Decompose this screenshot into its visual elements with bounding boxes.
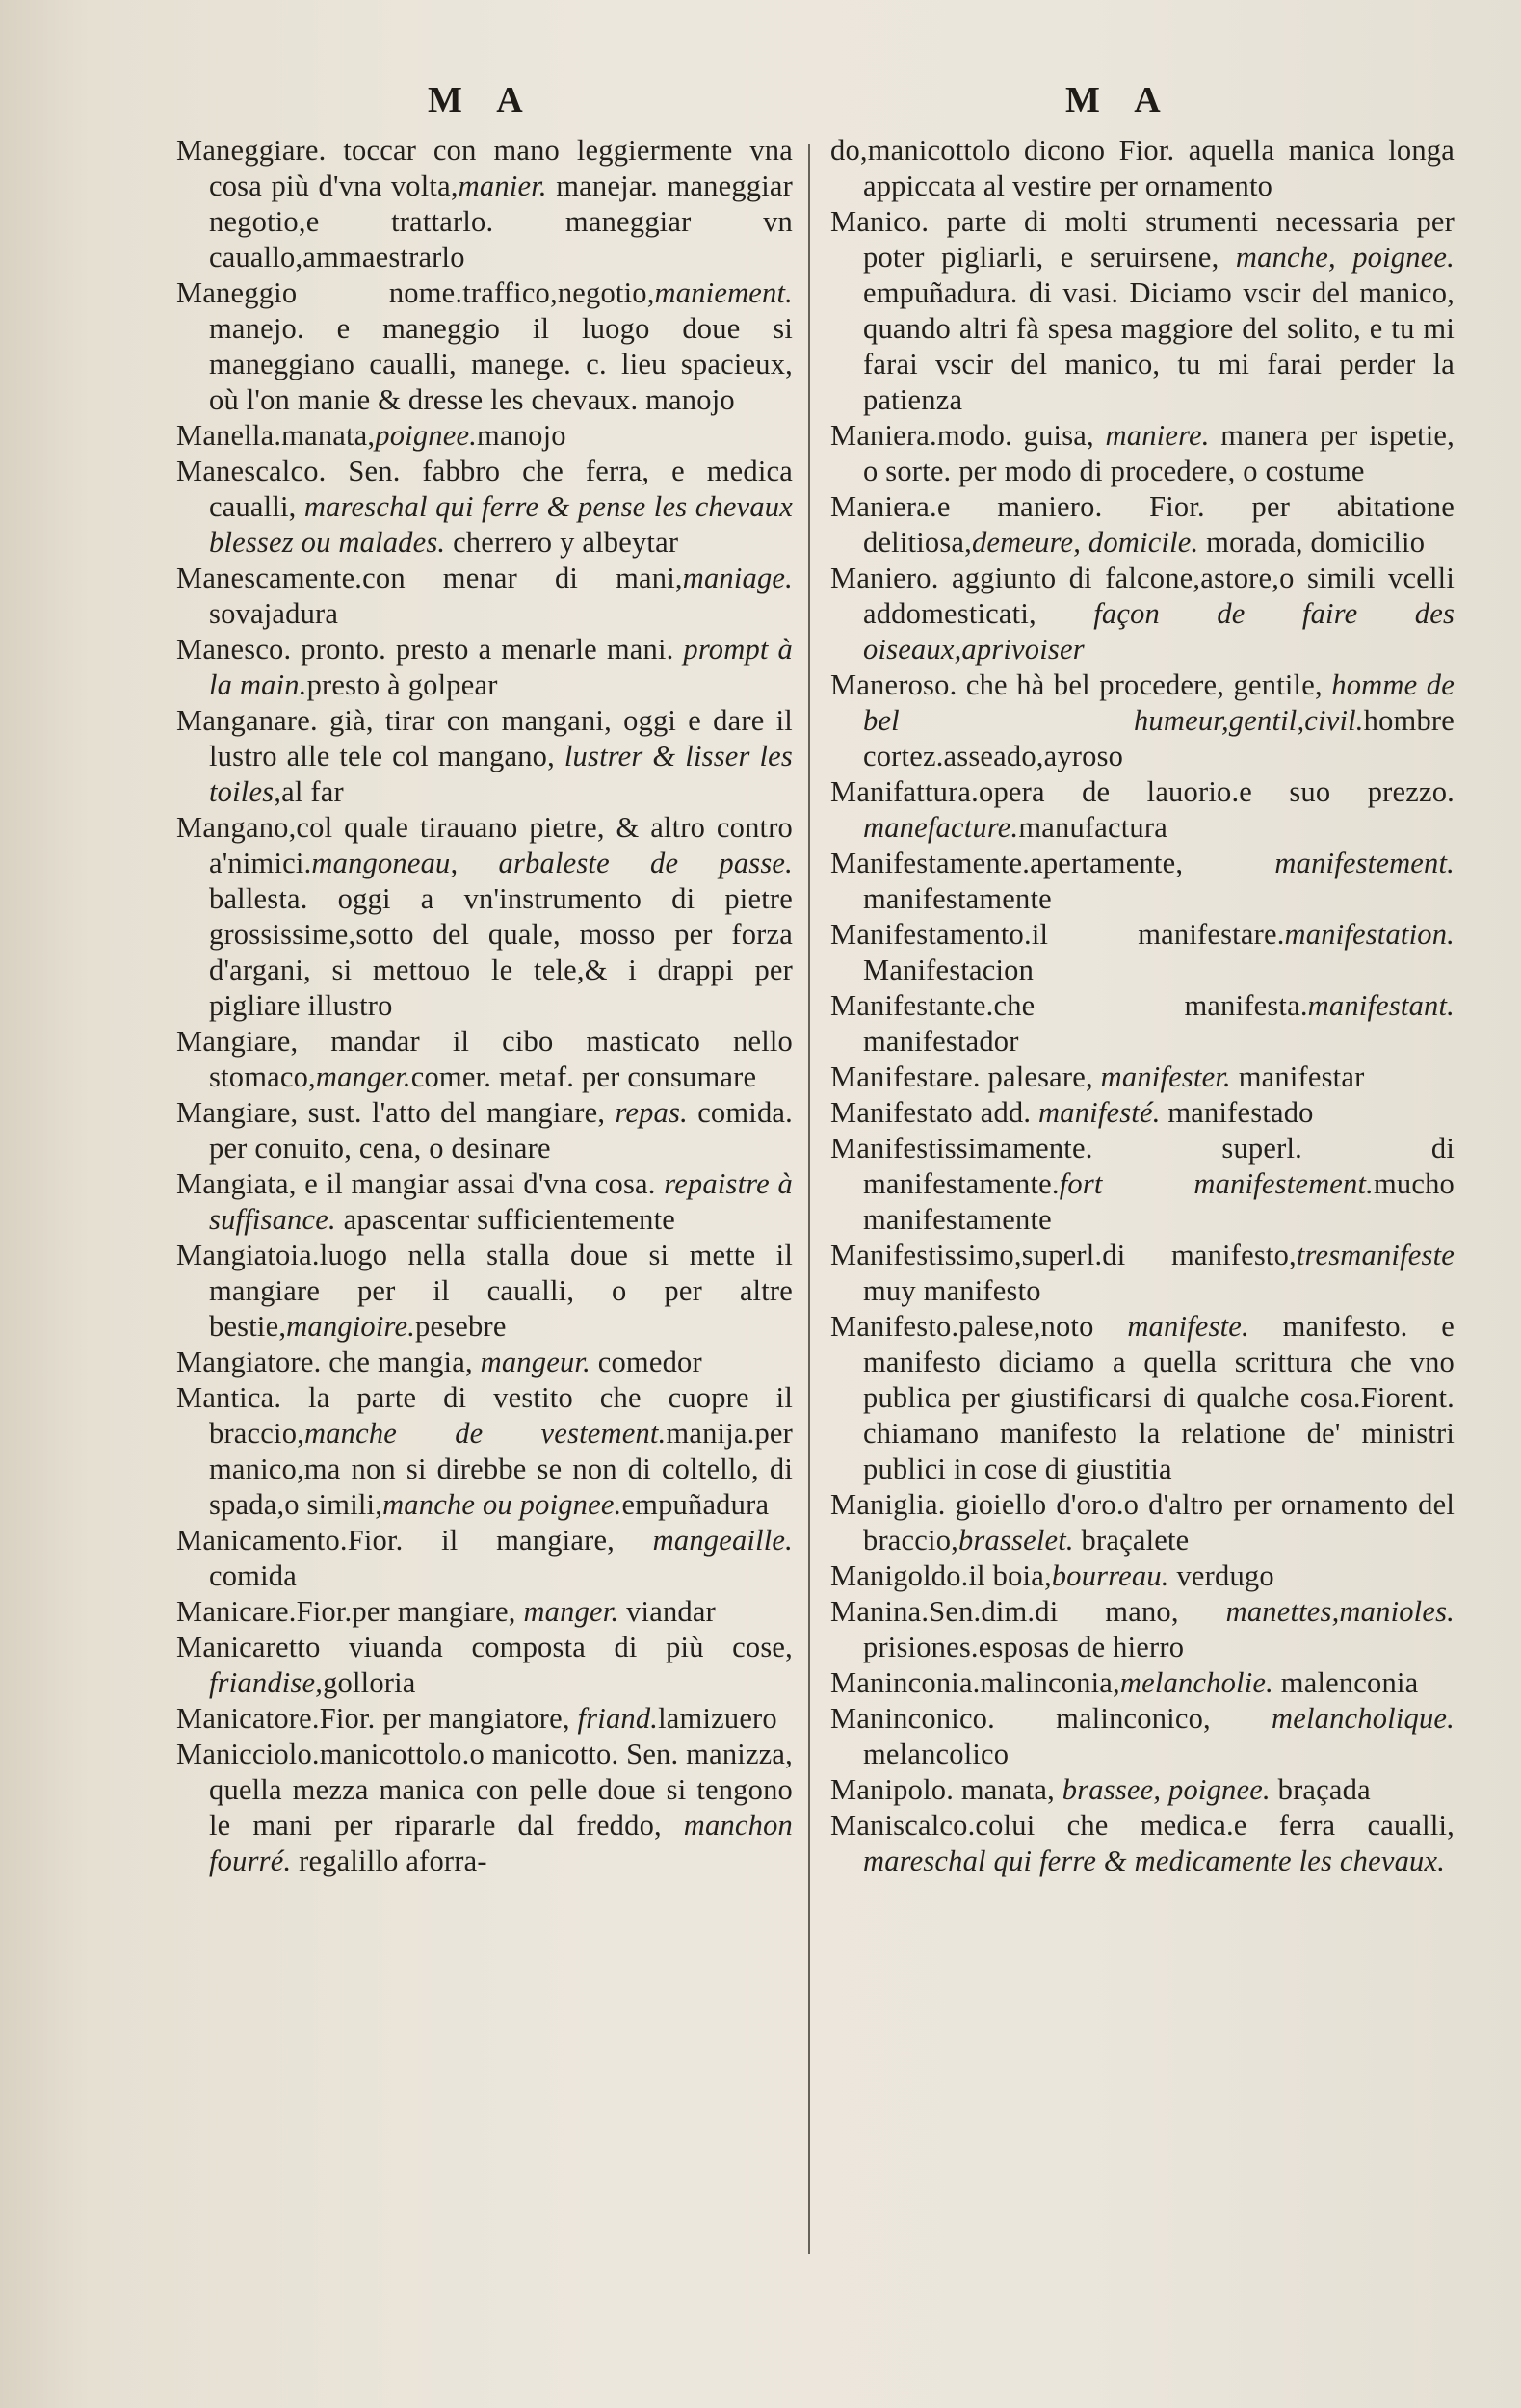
french-gloss: mangoneau, arbaleste de passe. (311, 847, 793, 879)
headword: Manganare. (176, 704, 318, 737)
definition-continuation: comer. metaf. per consumare (410, 1060, 757, 1093)
dictionary-entry (830, 1238, 1455, 1309)
definition-text: nome.traffico,negotio, (297, 276, 655, 309)
dictionary-entry (830, 1558, 1455, 1594)
definition-continuation: comida. per conuito, cena, o desinare (209, 1096, 793, 1165)
french-gloss: manifeste. (1127, 1310, 1249, 1343)
headword: Manico. (830, 205, 930, 238)
dictionary-entry (830, 1060, 1455, 1095)
french-gloss: lustrer & lisser les toiles, (209, 740, 793, 808)
headword: Mangiare, (176, 1096, 299, 1129)
definition-continuation: comedor (590, 1346, 702, 1378)
dictionary-entry (830, 1665, 1455, 1701)
headword: Maninconico. (830, 1702, 995, 1735)
french-gloss: poignee. (375, 419, 478, 452)
dictionary-entry (176, 275, 793, 418)
dictionary-entry (176, 1630, 793, 1701)
definition-continuation: mucho manifestamente (863, 1167, 1455, 1236)
dictionary-entry (176, 561, 793, 632)
definition-text: Sen. fabbro che ferra, e medica caualli, (209, 455, 793, 523)
definition-text: che manifesta. (993, 989, 1308, 1022)
definition-continuation: viandar (618, 1595, 716, 1628)
definition-text: Fior. per mangiatore, (319, 1702, 578, 1735)
headword: Maneroso. (830, 668, 957, 701)
headword: Manescalco. (176, 455, 327, 487)
french-gloss: manger. (315, 1060, 411, 1093)
dictionary-entry (176, 632, 793, 703)
dictionary-entry (830, 667, 1455, 774)
definition-continuation: presto à golpear (306, 668, 498, 701)
definition-continuation: manifestado (1160, 1096, 1314, 1129)
dictionary-entry (830, 1131, 1455, 1238)
french-gloss: manche ou poignee. (382, 1488, 622, 1521)
french-gloss: manifesté. (1038, 1096, 1161, 1129)
definition-text: opera de lauorio.e suo prezzo. (979, 775, 1455, 808)
french-gloss: repaistre à suffisance. (209, 1167, 793, 1236)
french-gloss: homme de bel humeur,gentil,civil. (863, 668, 1455, 737)
definition-text: do,manicottolo dicono Fior. aquella manica longa appiccata al vestire per ornamento (830, 134, 1455, 202)
french-gloss: manifestement. (1274, 847, 1455, 879)
french-gloss: bourreau. (1051, 1559, 1169, 1592)
definition-continuation: prisiones.esposas de hierro (863, 1631, 1185, 1663)
headword: Manesco. (176, 633, 292, 666)
dictionary-entry (830, 561, 1455, 667)
definition-continuation: verdugo (1168, 1559, 1274, 1592)
headword: Maneggiare. (176, 134, 327, 167)
right-column (830, 133, 1455, 1879)
definition-text: apertamente, (1030, 847, 1275, 879)
definition-continuation: malenconia (1272, 1666, 1419, 1699)
definition-text: palese,noto (958, 1310, 1128, 1343)
french-gloss: maniement. (654, 276, 793, 309)
french-gloss: mangeur. (480, 1346, 590, 1378)
definition-continuation: morada, domicilio (1198, 526, 1426, 559)
left-column (176, 133, 793, 1879)
french-gloss: manifestant. (1307, 989, 1455, 1022)
definition-text: col quale tirauano pietre, & altro contro a'nimici. (209, 811, 793, 879)
french-gloss: manifester. (1100, 1060, 1231, 1093)
definition-text: colui che medica.e ferra caualli, (975, 1809, 1455, 1842)
dictionary-entry (830, 1594, 1455, 1665)
headword: Maniera. (830, 419, 937, 452)
french-gloss: manifestation. (1284, 918, 1455, 951)
headword: Manella. (176, 419, 282, 452)
definition-continuation: manija.per manico,ma non si direbbe se non di coltello, di spada,o simili, (209, 1417, 793, 1521)
headword: Manicamento. (176, 1524, 348, 1557)
dictionary-entry (830, 1701, 1455, 1772)
french-gloss: mangeaille. (652, 1524, 793, 1557)
french-gloss: manche de vestement. (303, 1417, 667, 1450)
definition-continuation: manejo. e maneggio il luogo doue si maneggiano caualli, manege. c. lieu spacieux, où l'on manie & dresse les chevaux. manojo (209, 312, 793, 416)
headword: Maniera. (830, 490, 937, 523)
headword: Maniglia. (830, 1488, 946, 1521)
definition-text: Fior.per mangiare, (296, 1595, 524, 1628)
dictionary-entry (176, 1701, 793, 1737)
definition-text: add. (972, 1096, 1039, 1129)
french-gloss: maniage. (682, 562, 793, 594)
french-gloss: manettes,manioles. (1225, 1595, 1455, 1628)
french-gloss: mareschal qui ferre & pense les chevaux blessez ou malades. (209, 490, 793, 559)
dictionary-entry (830, 1808, 1455, 1879)
dictionary-entry (830, 1487, 1455, 1558)
headword: Manifestante. (830, 989, 994, 1022)
definition-text: superl. di manifestamente. (863, 1132, 1455, 1200)
definition-text: luogo nella stalla doue si mette il mangiare per il caualli, o per altre bestie, (209, 1239, 793, 1343)
definition-text: , mandar il cibo masticato nello stomaco, (209, 1025, 793, 1093)
headword: Manifestato (830, 1096, 973, 1129)
definition-continuation: manejar. maneggiar negotio,e trattarlo. maneggiar vn cauallo,ammaestrarlo (209, 170, 793, 274)
definition-text: gioiello d'oro.o d'altro per ornamento del braccio, (863, 1488, 1455, 1557)
definition-text: superl.di manifesto, (1021, 1239, 1297, 1271)
definition-continuation: manera per ispetie, o sorte. per modo di procedere, o costume (863, 419, 1455, 487)
definition-continuation: manifesto. e manifesto diciamo a quella scrittura che vno publica per giustificarsi di qualche cosa.Fiorent. chiamano manifesto la relatione de' ministri publici in cose di giustitia (863, 1310, 1455, 1485)
headword: Mangano, (176, 811, 297, 844)
definition-continuation: manifestador (863, 1025, 1019, 1058)
dictionary-entry (830, 846, 1455, 917)
definition-continuation: muy manifesto (863, 1274, 1041, 1307)
french-gloss: brasselet. (957, 1524, 1074, 1557)
definition-continuation: braçalete (1073, 1524, 1190, 1557)
french-gloss: mareschal qui ferre & medicamente les chevaux. (863, 1845, 1446, 1877)
french-gloss: tresmanifeste (1296, 1239, 1455, 1271)
page-header-right: M A (1065, 80, 1174, 120)
definition-continuation: apascentar sufficientemente (335, 1203, 676, 1236)
headword: Manigoldo. (830, 1559, 969, 1592)
french-gloss: manche, poignee. (1235, 241, 1455, 274)
dictionary-entry (830, 204, 1455, 418)
french-gloss: prompt à la main. (209, 633, 793, 701)
dictionary-entry (176, 1523, 793, 1594)
headword: Manifestissimamente. (830, 1132, 1093, 1165)
headword: Maniero. (830, 562, 939, 594)
definition-continuation: empuñadura (621, 1488, 770, 1521)
definition-continuation: comida (209, 1559, 297, 1592)
column-divider (808, 144, 810, 2254)
french-gloss: melancholique. (1272, 1702, 1455, 1735)
dictionary-entry (176, 810, 793, 1024)
headword: Mangiatore. (176, 1346, 322, 1378)
definition-continuation: manifestamente (863, 882, 1052, 915)
headword: Manina. (830, 1595, 930, 1628)
definition-text: malinconico, (994, 1702, 1272, 1735)
dictionary-entry (176, 703, 793, 810)
headword: Mangiata, (176, 1167, 297, 1200)
dictionary-entry (830, 1772, 1455, 1808)
headword: Manicare. (176, 1595, 297, 1628)
headword: Manifestamento. (830, 918, 1032, 951)
definition-text: manicottolo.o manicotto. Sen. manizza, quella mezza manica con pelle doue si tengono le mani per ripararle dal freddo, (209, 1738, 793, 1842)
definition-text: parte di molti strumenti necessaria per poter pigliarli, e seruirsene, (863, 205, 1455, 274)
headword: Manescamente. (176, 562, 363, 594)
definition-continuation: ballesta. oggi a vn'instrumento di pietre grossissime,sotto del quale, mosso per forza d'argani, si mettouo le tele,& i drappi per pigliare illustro (209, 882, 793, 1022)
dictionary-entry (176, 1095, 793, 1166)
dictionary-entry (830, 133, 1455, 204)
headword: Mangiatoia. (176, 1239, 320, 1271)
headword: Manicaretto (176, 1631, 321, 1663)
french-gloss: mangioire. (286, 1310, 416, 1343)
headword: Mantica. (176, 1381, 282, 1414)
french-gloss: manchon fourré. (209, 1809, 793, 1877)
definition-text: la parte di vestito che cuopre il braccio, (209, 1381, 793, 1450)
definition-continuation: lamizuero (658, 1702, 777, 1735)
french-gloss: friand. (577, 1702, 659, 1735)
definition-continuation: manifestar (1230, 1060, 1365, 1093)
dictionary-entry (176, 1737, 793, 1879)
dictionary-entry (176, 418, 793, 454)
french-gloss: repas. (615, 1096, 688, 1129)
definition-text: con menar di mani, (362, 562, 683, 594)
definition-continuation: cherrero y albeytar (445, 526, 679, 559)
french-gloss: manger. (523, 1595, 619, 1628)
definition-text: il boia, (968, 1559, 1052, 1592)
definition-text: aggiunto di falcone,astore,o simili vcelli addomesticati, (863, 562, 1455, 630)
definition-continuation: golloria (323, 1666, 416, 1699)
french-gloss: maniere. (1105, 419, 1210, 452)
dictionary-entry (176, 1238, 793, 1345)
definition-text: e maniero. Fior. per abitatione delitiosa, (863, 490, 1455, 559)
dictionary-entry (176, 1166, 793, 1238)
definition-continuation: regalillo aforra- (291, 1845, 487, 1877)
page-header-left: M A (428, 80, 537, 120)
headword: Maneggio (176, 276, 298, 309)
dictionary-entry (176, 1024, 793, 1095)
headword: Manifattura. (830, 775, 979, 808)
dictionary-entry (176, 454, 793, 561)
headword: Maninconia. (830, 1666, 981, 1699)
definition-continuation: Manifestacion (863, 954, 1035, 986)
headword: Manicatore. (176, 1702, 320, 1735)
definition-text: che hà bel procedere, gentile, (957, 668, 1332, 701)
headword: Manicciolo. (176, 1738, 320, 1770)
definition-text: modo. guisa, (936, 419, 1106, 452)
definition-continuation: melancolico (863, 1738, 1010, 1770)
definition-continuation: sovajadura (209, 597, 339, 630)
definition-text: pronto. presto a menarle mani. (291, 633, 684, 666)
dictionary-entry (176, 1345, 793, 1380)
dictionary-entry (830, 917, 1455, 988)
dictionary-entry (830, 489, 1455, 561)
definition-text: il manifestare. (1031, 918, 1285, 951)
definition-text: manata, (281, 419, 376, 452)
french-gloss: melancholie. (1119, 1666, 1273, 1699)
definition-text: Sen.dim.di mano, (929, 1595, 1226, 1628)
dictionary-entry (830, 1309, 1455, 1487)
definition-continuation: manufactura (1018, 811, 1167, 844)
dictionary-entry (830, 988, 1455, 1060)
definition-text: toccar con mano leggiermente vna cosa più d'vna volta, (209, 134, 793, 202)
headword: Manifesto. (830, 1310, 959, 1343)
french-gloss: brassee, poignee. (1062, 1773, 1271, 1806)
definition-text: Fior. il mangiare, (347, 1524, 653, 1557)
headword: Maniscalco. (830, 1809, 976, 1842)
dictionary-entry (830, 774, 1455, 846)
french-gloss: friandise, (209, 1666, 324, 1699)
french-gloss: manefacture. (863, 811, 1019, 844)
dictionary-entry (176, 1380, 793, 1523)
headword: Manipolo. (830, 1773, 955, 1806)
definition-text: e il mangiar assai d'vna cosa. (296, 1167, 665, 1200)
definition-continuation: pesebre (415, 1310, 507, 1343)
headword: Manifestissimo, (830, 1239, 1022, 1271)
french-gloss: fort manifestement. (1059, 1167, 1374, 1200)
dictionary-entry (176, 1594, 793, 1630)
definition-text: già, tirar con mangani, oggi e dare il lustro alle tele col mangano, (209, 704, 793, 772)
headword: Mangiare (176, 1025, 291, 1058)
definition-text: malinconia, (980, 1666, 1120, 1699)
definition-continuation: hombre cortez.asseado,ayroso (863, 704, 1455, 772)
definition-text: che mangia, (321, 1346, 481, 1378)
definition-text: palesare, (980, 1060, 1101, 1093)
headword: Manifestare. (830, 1060, 981, 1093)
dictionary-entry (176, 133, 793, 275)
definition-text: manata, (954, 1773, 1062, 1806)
french-gloss: demeure, domicile. (971, 526, 1199, 559)
definition-continuation: manojo (477, 419, 566, 452)
definition-text: viuanda composta di più cose, (320, 1631, 793, 1663)
definition-continuation: al far (281, 775, 344, 808)
definition-text: sust. l'atto del mangiare, (298, 1096, 616, 1129)
definition-continuation: braçada (1270, 1773, 1371, 1806)
headword: Manifestamente. (830, 847, 1031, 879)
french-gloss: manier. (458, 170, 547, 202)
dictionary-entry (830, 1095, 1455, 1131)
definition-continuation: empuñadura. di vasi. Diciamo vscir del manico, quando altri fà spesa maggiore del solito, e tu mi farai vscir del manico, tu mi farai perder la patienza (863, 276, 1455, 416)
dictionary-entry (830, 418, 1455, 489)
french-gloss: façon de faire des oiseaux,aprivoiser (863, 597, 1455, 666)
